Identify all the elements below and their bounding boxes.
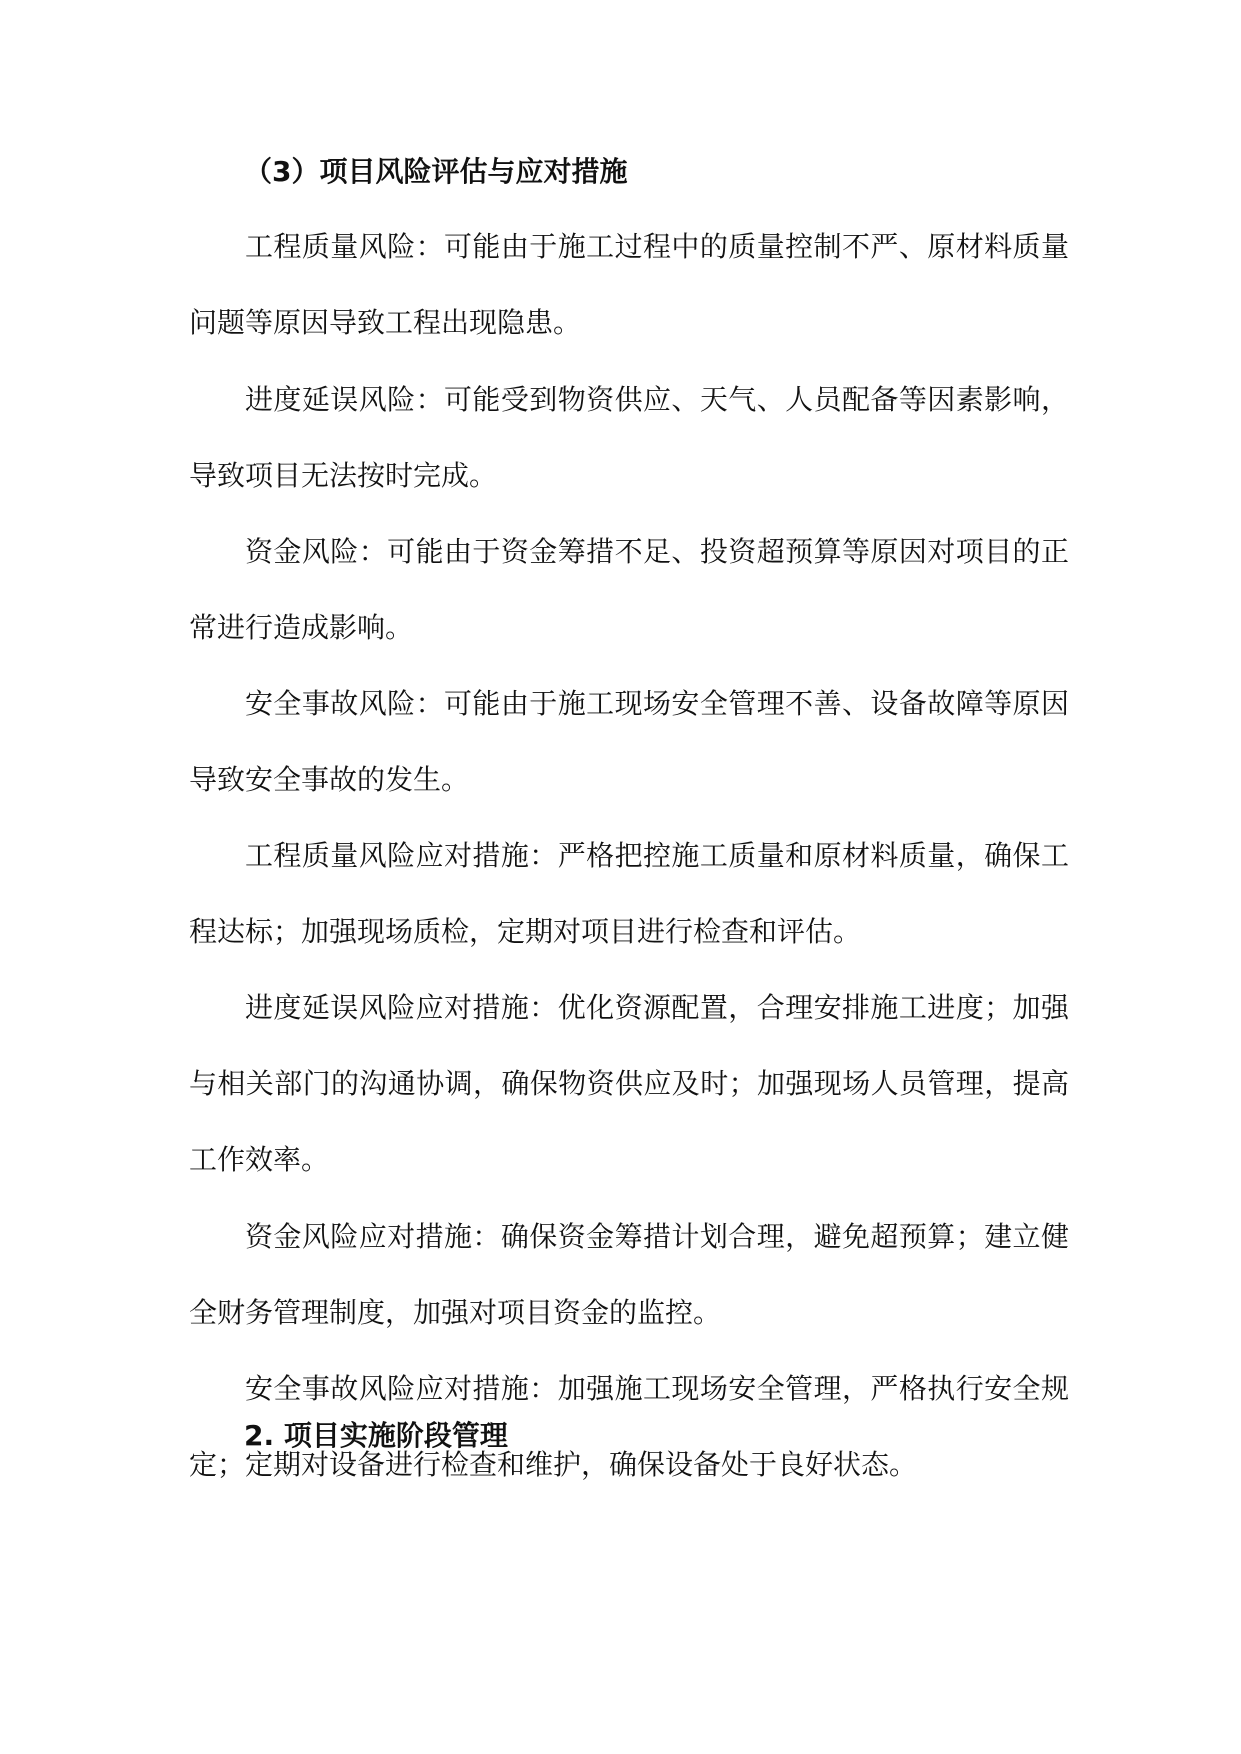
paragraph-delay-measures: 进度延误风险应对措施：优化资源配置，合理安排施工进度；加强与相关部门的沟通协调，确保物资供应及时；加强现场人员管理，提高工作效率。 bbox=[189, 991, 1069, 1176]
section-heading: （3）项目风险评估与应对措施 bbox=[244, 155, 628, 188]
paragraph-safety-measures: 安全事故风险应对措施：加强施工现场安全管理，严格执行安全规定；定期对设备进行检查和维护，确保设备处于良好状态。 bbox=[189, 1372, 1069, 1481]
paragraph-quality-measures: 工程质量风险应对措施：严格把控施工质量和原材料质量，确保工程达标；加强现场质检，定期对项目进行检查和评估。 bbox=[189, 839, 1069, 948]
paragraph-quality-risk: 工程质量风险：可能由于施工过程中的质量控制不严、原材料质量问题等原因导致工程出现隐患。 bbox=[189, 230, 1069, 339]
paragraph-safety-risk: 安全事故风险：可能由于施工现场安全管理不善、设备故障等原因导致安全事故的发生。 bbox=[189, 687, 1069, 796]
next-section-heading: 2. 项目实施阶段管理 bbox=[244, 1419, 508, 1452]
paragraph-delay-risk: 进度延误风险：可能受到物资供应、天气、人员配备等因素影响，导致项目无法按时完成。 bbox=[189, 383, 1069, 492]
paragraph-funding-measures: 资金风险应对措施：确保资金筹措计划合理，避免超预算；建立健全财务管理制度，加强对项目资金的监控。 bbox=[189, 1220, 1069, 1329]
paragraph-funding-risk: 资金风险：可能由于资金筹措不足、投资超预算等原因对项目的正常进行造成影响。 bbox=[189, 535, 1069, 644]
